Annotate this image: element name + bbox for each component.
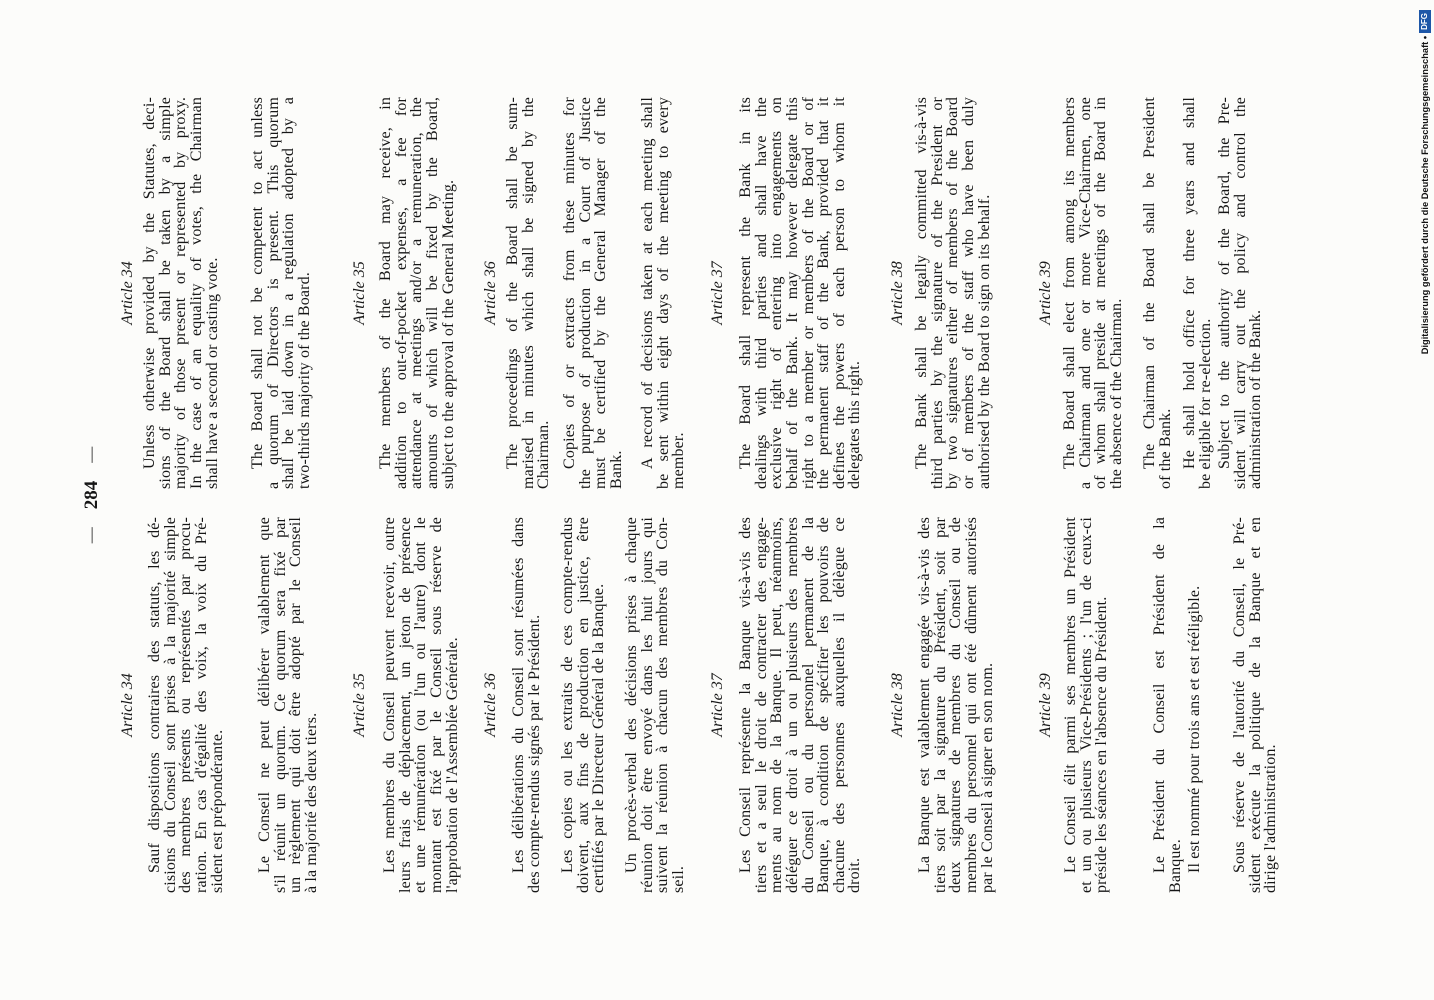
text-line: The Chairman of the Board shall be President — [1141, 97, 1159, 469]
article-heading-english: Article 35 — [351, 261, 369, 325]
text-line: Unless otherwise provided by the Statutes, deci- — [141, 97, 159, 469]
text-line: un règlement qui doit être adopté par le Conseil — [287, 517, 305, 893]
text-line: of whom shall preside at meetings of the Board in — [1092, 97, 1110, 489]
text-line: certifiés par le Directeur Général de la Banque. — [590, 583, 608, 893]
text-line: dealings with third parties and shall have the — [752, 97, 770, 489]
text-line: amounts of which will be fixed by the Board, — [423, 97, 441, 489]
text-line: des membres présents ou représentés par procu- — [177, 517, 195, 893]
text-line: Banque. — [1166, 839, 1184, 893]
text-line: Les membres du Conseil peuvent recevoir, outre — [381, 517, 399, 873]
paragraph-french — [147, 517, 225, 893]
article-heading-french: Article 38 — [889, 673, 907, 737]
paragraph-french — [560, 517, 607, 893]
text-line: exclusive right of entering into engagements on — [768, 97, 786, 489]
text-line: du Conseil ou du personnel permanent de la — [799, 517, 817, 893]
text-line: Il est nommé pour trois ans et est rééligible. — [1186, 585, 1204, 873]
text-line: tiers soit par la signature du Président, soit par — [931, 517, 949, 893]
text-line: Le Conseil ne peut délibérer valablement que — [256, 517, 274, 873]
text-line: et un ou plusieurs Vice-Présidents ; l'un de ceux-ci — [1077, 517, 1095, 893]
text-line: Sauf dispositions contraires des statuts, les dé- — [146, 517, 164, 873]
article-heading-french: Article 36 — [482, 673, 500, 737]
text-line: member. — [670, 432, 688, 489]
text-line: sions of the Board shall be taken by a simple — [156, 97, 174, 489]
text-line: In the case of an equality of votes, the Chairman — [187, 97, 205, 489]
article-heading-french: Article 34 — [119, 673, 137, 737]
text-line: Subject to the authority of the Board, the Pre- — [1216, 97, 1234, 469]
text-line: leurs frais de déplacement, un jeton de présence — [396, 517, 414, 893]
text-line: tiers et a seul le droit de contracter des engage- — [752, 517, 770, 893]
text-line: sident will carry out the policy and control the — [1231, 97, 1249, 489]
text-line: subject to the approval of the General Meeting. — [439, 179, 457, 489]
text-line: third parties by the signature of the President or — [928, 97, 946, 489]
text-line: et une rémunération (ou l'un ou l'autre) dont le — [412, 517, 430, 893]
paragraph-english — [142, 97, 220, 489]
text-line: attendance at meetings and/or a remuneration, the — [408, 97, 426, 489]
article-heading-english: Article 38 — [889, 261, 907, 325]
text-line: be eligible for re-election. — [1196, 318, 1214, 489]
text-line: Les copies ou les extraits de ces compte-rendus — [559, 517, 577, 873]
text-line: majority of those present or represented by proxy. — [172, 97, 190, 489]
page-number-dash: — — [83, 527, 100, 544]
text-line: marised in minutes which shall be signed by the — [519, 97, 537, 489]
text-line: The members of the Board may receive, in — [377, 97, 395, 469]
text-line: réunion doit être envoyé dans les huit jours qui — [638, 517, 656, 893]
text-line: two-thirds majority of the Board. — [295, 272, 313, 489]
text-line: The proceedings of the Board shall be sum- — [504, 97, 522, 469]
paragraph-french — [257, 517, 319, 893]
text-line: Banque, à condition de spécifier les pouvoirs de — [815, 517, 833, 893]
text-line: deux signatures de membres du Conseil ou de — [947, 517, 965, 893]
text-line: ration. En cas d'égalité des voix, la voix du Pré- — [192, 517, 210, 893]
article-heading-english: Article 34 — [119, 261, 137, 325]
text-line: The Board shall represent the Bank in its — [737, 97, 755, 469]
column-french — [0, 517, 1434, 893]
text-line: Bank. — [607, 450, 625, 489]
paragraph-english — [738, 97, 863, 489]
paragraph-english — [1062, 97, 1124, 489]
paragraph-french — [624, 517, 686, 893]
paragraph-english — [1217, 97, 1264, 489]
text-line: sident exécute la politique de la Banque et en — [1246, 517, 1264, 893]
text-line: montant est fixé par le Conseil sous réserve de — [427, 517, 445, 893]
text-line: a quorum of Directors is present. This quorum — [264, 97, 282, 489]
text-line: the absence of the Chairman. — [1107, 298, 1125, 489]
paragraph-english — [562, 97, 624, 489]
text-line: cisions du Conseil sont prises à la majorité simple — [161, 517, 179, 893]
paragraph-english — [640, 97, 687, 489]
paragraph-french — [1063, 517, 1110, 893]
text-line: seil. — [669, 866, 687, 893]
page-number-value: 284 — [81, 480, 102, 510]
page-number-dash: — — [83, 446, 100, 463]
text-line: à la majorité des deux tiers. — [302, 712, 320, 893]
text-line: be sent within eight days of the meeting to every — [654, 97, 672, 489]
text-line: dirige l'administration. — [1262, 744, 1280, 893]
text-line: Copies of or extracts from these minutes for — [561, 97, 579, 469]
text-line: Chairman. — [535, 420, 553, 489]
digitization-watermark — [1418, 10, 1432, 354]
text-line: suivent la réunion à chacun des membres du Con- — [654, 517, 672, 893]
text-line: s'il réunit un quorum. Ce quorum sera fixé par — [271, 517, 289, 893]
paragraph-french — [1152, 517, 1183, 893]
watermark-text: Digitalisierung gefördert durch die Deutsche Forschungsgemeinschaft • — [1420, 35, 1430, 355]
text-line: authorised by the Board to sign on its behalf. — [975, 194, 993, 489]
text-line: must be certified by the General Manager of the — [592, 97, 610, 489]
text-line: Les Conseil représente la Banque vis-à-vis des — [737, 517, 755, 873]
paragraph-french — [382, 517, 460, 893]
text-line: administration of the Bank. — [1247, 309, 1265, 489]
text-line: The Board shall not be competent to act unless — [249, 97, 267, 469]
paragraph-english — [1142, 97, 1173, 489]
text-line: membres du personnel qui ont été dûment autorisés — [962, 517, 980, 893]
article-heading-french: Article 39 — [1037, 673, 1055, 737]
paragraph-french — [1232, 517, 1279, 893]
article-heading-french: Article 37 — [709, 673, 727, 737]
text-line: shall be laid down in a regulation adopted by a — [280, 97, 298, 489]
text-line: or of members of the staff who have been duly — [959, 97, 977, 489]
text-line: préside les séances en l'absence du Président. — [1093, 596, 1111, 893]
text-line: shall have a second or casting vote. — [203, 257, 221, 489]
article-heading-english: Article 37 — [709, 261, 727, 325]
text-line: Un procès-verbal des décisions prises à chaque — [623, 517, 641, 873]
text-line: the permanent staff of the Bank, provided that it — [815, 97, 833, 489]
text-line: par le Conseil à signer en son nom. — [978, 662, 996, 893]
paragraph-french — [917, 517, 995, 893]
paragraph-english — [1182, 97, 1213, 489]
text-line: Les délibérations du Conseil sont résumées dans — [510, 517, 528, 873]
text-line: He shall hold office for three years and shall — [1181, 97, 1199, 469]
text-line: by two signatures either of members of the Board — [944, 97, 962, 489]
paragraph-french — [511, 517, 542, 893]
paragraph-english — [505, 97, 552, 489]
text-line: behalf of the Bank. It may however delegate this — [783, 97, 801, 489]
text-line: of the Bank. — [1156, 408, 1174, 489]
text-line: déléguer ce droit à un ou plusieurs des membres — [783, 517, 801, 893]
dfg-logo: DFG — [1419, 10, 1431, 33]
text-line: sident est prépondérante. — [208, 729, 226, 893]
text-line: defines the powers of each person to whom it — [830, 97, 848, 489]
text-line: Sous réserve de l'autorité du Conseil, le Pré- — [1231, 517, 1249, 873]
text-line: a Chairman and one or more Vice-Chairmen, one — [1076, 97, 1094, 489]
paragraph-french — [1187, 517, 1203, 893]
text-line: The Bank shall be legally committed vis-à-vis — [913, 97, 931, 469]
text-line: chacune des personnes auxquelles il délègue ce — [830, 517, 848, 893]
text-line: addition to out-of-pocket expenses, a fee for — [392, 97, 410, 489]
column-english — [0, 97, 1434, 489]
text-line: ments au nom de la Banque. Il peut, néanmoins, — [768, 517, 786, 893]
text-line: Le Président du Conseil est Président de la — [1151, 517, 1169, 873]
article-heading-english: Article 36 — [482, 261, 500, 325]
paragraph-french — [738, 517, 863, 893]
text-line: delegates this right. — [846, 360, 864, 489]
text-line: l'approbation de l'Assemblée Générale. — [443, 637, 461, 893]
text-line: La Banque est valablement engagée vis-à-vis des — [916, 517, 934, 873]
text-line: right to a member or members of the Board or of — [799, 97, 817, 489]
paragraph-english — [250, 97, 312, 489]
text-line: Le Conseil élit parmi ses membres un Président — [1062, 517, 1080, 873]
text-line: A record of decisions taken at each meeting shall — [639, 97, 657, 469]
paragraph-english — [378, 97, 456, 489]
text-line: des compte-rendus signés par le Président. — [525, 614, 543, 893]
text-line: the purpose of production in a Court of Justice — [576, 97, 594, 489]
text-line: The Board shall elect from among its members — [1061, 97, 1079, 469]
paragraph-english — [914, 97, 992, 489]
article-heading-french: Article 35 — [351, 673, 369, 737]
text-line: doivent, aux fins de production en justice, être — [574, 517, 592, 893]
text-line: droit. — [846, 857, 864, 893]
article-heading-english: Article 39 — [1037, 261, 1055, 325]
